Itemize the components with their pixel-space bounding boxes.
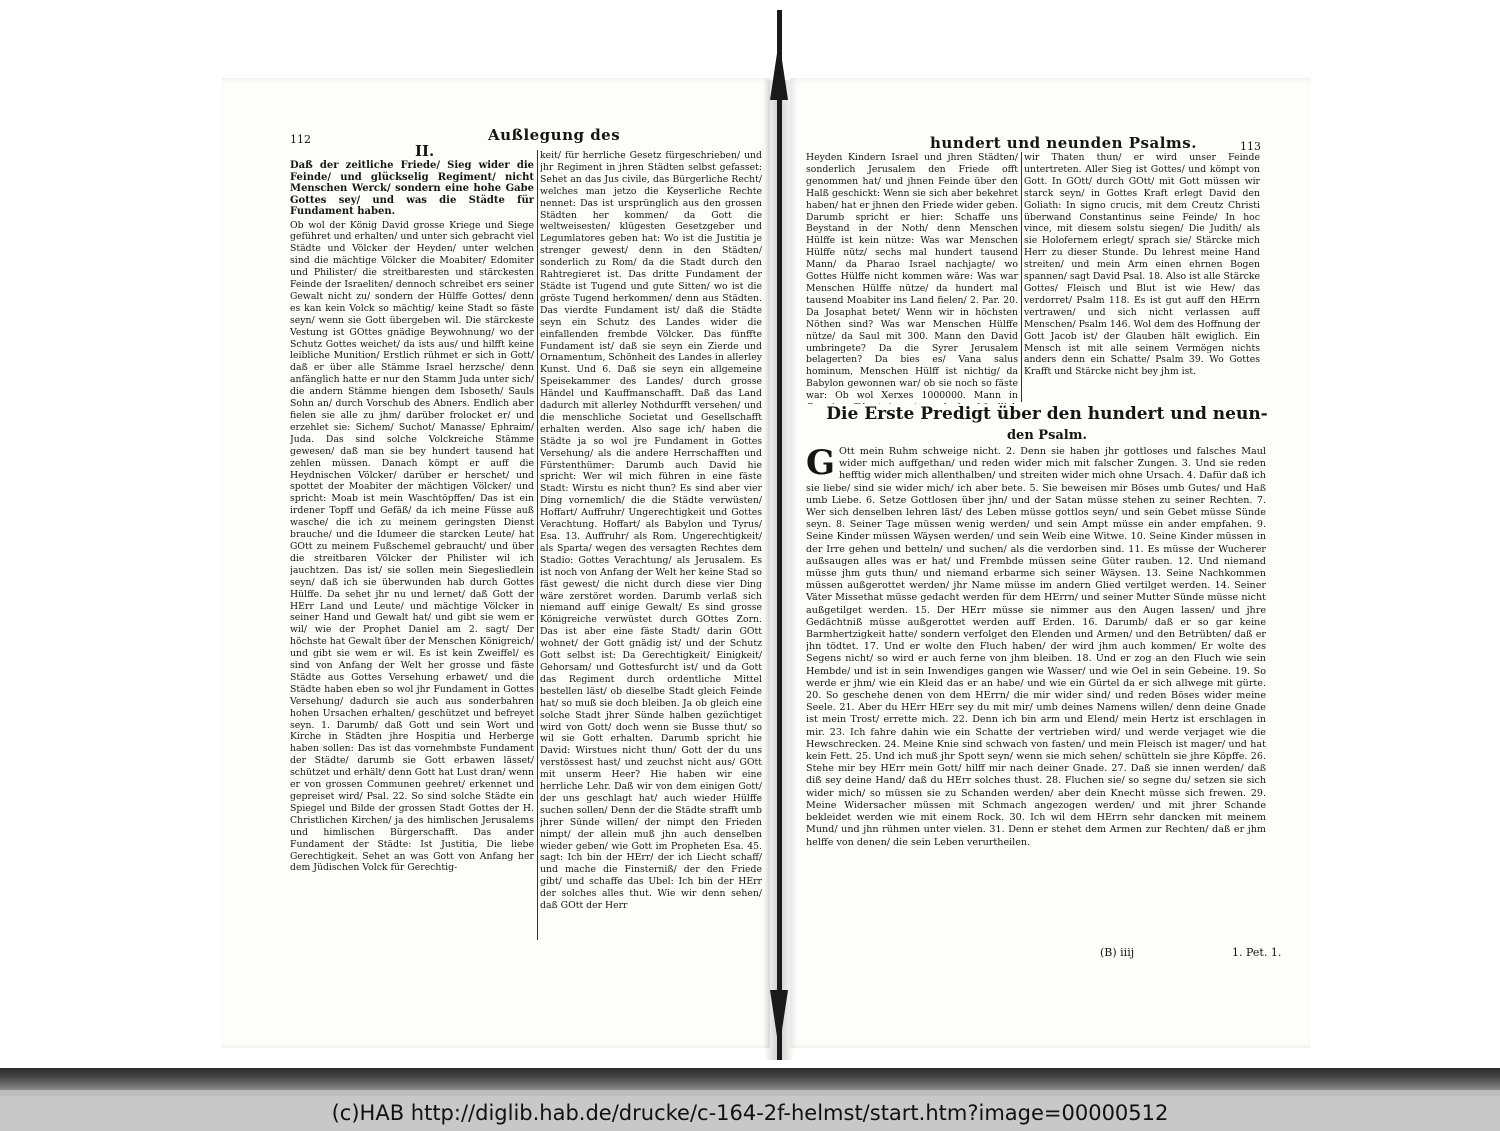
- column-rule-right: [1021, 152, 1022, 402]
- psalm-text-block: [806, 446, 1266, 940]
- right-column-1-text: Heyden Kindern Israel und jhren Städten/ sonderlich Jerusalem den Friede offt genommen hat/ und jhnen Feinde über den Halß geschickt: Wenn sie sich aber bekehret haben/ hat er jhnen den Friede wider geben. Darumb spricht er hier: Schaffe uns Beystand in der Noth/ denn Menschen Hülffe ist kein nütze: Was war Menschen Hülffe nütz/ sechs mal hundert tausend Mann/ da Pharao Israel nachjagte/ wo Gottes Hülffe nicht kommen wäre: Was war Menschen Hülffe nütze/ da hundert mal tausend Moabiter ins Land fielen/ 2. Par. 20. Da Josaphat betet/ Wenn wir in höchsten Nöthen sind? Was war Menschen Hülffe nütze/ da Saul mit 300. Mann den David umbringete? Da die Syrer Jerusalem belagerten? Da bies es/ Vana salus hominum, Menschen Hülff ist nichtig/ da Babylon gewonnen war/ ob sie noch so fäste war: Ob wol Xerxes 1000000. Mann in: [806, 152, 1018, 402]
- spine-clip-bottom: [770, 990, 788, 1050]
- signature-mark: (B) iiij: [1100, 946, 1135, 959]
- catchword: 1. Pet. 1.: [1232, 946, 1282, 959]
- spine-rod: [777, 10, 782, 1060]
- sermon-title-line-1: Die Erste Predigt über den hundert und neun-: [826, 404, 1268, 424]
- credit-bar: [0, 1096, 1500, 1131]
- left-column-1: [290, 160, 534, 944]
- left-column-2-text: keit/ für herrliche Gesetz fürgeschrieben/ und jhr Regiment in jhren Städten selbst gefasset: Sehet an das Jus civile, das Bürgerliche Recht/ welches man jetzo die Keyserliche Rechte nennet: Das ist ursprünglich aus den grossen Städten her kommen/ da Gott die weltweisesten/ klügesten Gesetzgeber und Legumlatores geben hat: Wo ist die Justitia je strenger gewest/ denn in den Städten/ sonderlich zu Rom/ da die Stadt durch den Rahtregieret ist. Das dritte Fundament der Städte ist Tugend und gute Sitten/ wo ist die gröste Tugend herkommen/ denn aus Städten. Das vierdte Fundament ist/ daß die Städte seyn ein Schutz des Landes wider die einfallenden frembde Völcker. Das fünffte Fundament ist/ daß sie seyn ein Zierde und Ornamentum, Schönheit des Landes in allerley Kunst. Und 6. Daß sie seyn ein allgemeine Speisekammer des Landes/ durch grosse Händel und Kauffmanschafft. Daß das Land dadurch mit allerley Nothdurfft versehen/ und die menschliche Societat und Gesellschafft erhalten werden. Also sage ich/ haben die Städte ja so wol jre Fundament in Gottes Versehung/ als die andere Herrschafften und Fürstenthümer: Darumb auch David hie spricht: Wer wil mich führen in eine fäste Stadt: Wirstu es nicht thun? Es sind aber vier Ding vornemlich/ die die Städte verwüsten/ Hoffart/ Auffruhr/ Ungerechtigkeit und Gottes Verachtung. Hoffart/ als Babylon und Tyrus/ Esa. 13. Auffruhr/ als Rom. Ungerechtigkeit/ als Sparta/ wegen des versagten Rechtes dem Stadio: Gottes Verachtung/ als Jerusalem. Es ist noch von Anfang der Welt her keine Stad so fäst gewest/ die nicht durch diese vier Ding wäre zerstöret worden. Darumb verlaß sich niemand auff einige Gewalt/ Es sind grosse Königreiche verwüstet durch GOttes Zorn. Das ist aber eine fäste Stadt/ darin GOtt wohnet/ der Gott gnädig ist/ und der Schutz Gott selbst ist: Da Gerechtigkeit/ Einigkeit/ Gehorsam/ und Gottesfurcht ist/ und da Gott das Regiment durch ordentliche Mittel bestellen läst/ ob dieselbe Stadt gleich Feinde hat/ so muß sie doch bleiben. Ja ob gleich eine solche Stadt jhrer Sünde halben gezüchtiget wird von Gott/ doch wenn sie Busse thut/ so wil sie Gott erhalten. Darumb spricht hie David: Wirstues nicht thun/ Gott der du uns verstössest hast/ und zeuchst nicht aus/ GOtt mit unserm Heer? Hie haben wir eine herrliche Lehr. Daß wir von dem einigen Gott/ der uns geschlagt hat/ auch wieder Hülffe suchen sollen/ Denn der die Städte strafft umb jhrer Sünde willen/ der nimpt den Frieden nimpt/ der allein muß jhn auch denselben wieder geben/ wie Gott im Propheten Esa. 45. sagt: Ich bin der HErr/ der ich Liecht schaff/ und mache die Finsterniß/ der den Friede gibt/ und schaffe das Ubel: Ich bin der HErr der solches alles thut. Wie wir denn sehen/ daß GOtt der Herr: [540, 150, 762, 912]
- section-heading: Daß der zeitliche Friede/ Sieg wider die Feinde/ und glückselig Regiment/ nicht Menschen Werck/ sondern eine hohe Gabe Gottes sey/ und was die Städte für Fundament haben.: [290, 160, 534, 217]
- sermon-title-continued: [812, 428, 1282, 443]
- chapter-mark: II.: [415, 142, 435, 160]
- right-column-1: [806, 152, 1018, 404]
- right-running-title: hundert und neunden Psalms.: [930, 134, 1197, 152]
- left-running-title: Außlegung des: [488, 126, 621, 144]
- psalm-text: Ott mein Ruhm schweige nicht. 2. Denn sie haben jhr gottloses und falsches Maul wider mich auffgethan/ und reden wider mich mit falscher Zungen. 3. Und sie reden hefftig wider mich allenthalben/ und streiten wider mich ohne Ursach. 4. Dafür daß ich sie liebe/ sind sie wider mich/ ich aber bete. 5. Sie beweisen mir Böses umb Gutes/ und Haß umb Liebe. 6. Setze Gottlosen über jhn/ und der Satan müsse stehen zu seiner Rechten. 7. Wer sich denselben lehren läst/ des Leben müsse gottlos seyn/ und sein Gebet müsse Sünde seyn. 8. Seiner Tage müssen wenig werden/ und sein Ampt müsse ein ander empfahen. 9. Seine Kinder müssen Wäysen werden/ und sein Weib eine Witwe. 10. Seine Kinder müssen in der Irre gehen und betteln/ und suchen/ als die verdorben sind. 11. Es müsse der Wucherer außsaugen alles was er hat/ und Frembde müssen seine Güter rauben. 12. Und niemand müsse jhm guts thun/ und niemand erbarme sich seiner Wäysen. 13. Seine Nachkommen müssen außgerottet werden/ jhr Name müsse im andern Glied vertilget werden. 14. Seiner Väter Missethat müsse gedacht werden für dem HErrn/ und seiner Mutter Sünde müsse nicht außgetilget werden. 15. Der HErr müsse sie nimmer aus den Augen lassen/ und jhre Gedächtniß müsse außgerottet werden auff Erden. 16. Darumb/ daß er so gar keine Barmhertzigkeit hatte/ sondern verfolget den Elenden und Armen/ und den Betrübten/ daß er jhn tödtet. 17. Und er wolte den Fluch haben/ der wird jhm auch kommen/ Er wolte des Segens nicht/ so wird er auch ferne von jhm bleiben. 18. Und er zog an den Fluch wie sein Hembde/ und ist in sein Inwendiges gangen wie Wasser/ und wie Oel in sein Gebeine. 19. So werde er jhm/ wie ein Kleid das er an habe/ und wie ein Gürtel da er sich allwege mit gürte. 20. So geschehe denen von dem HErrn/ die mir wider sind/ und reden Böses wider meine Seele. 21. Aber du HErr HErr sey du mit mir/ umb deines Namens willen/ denn deine Gnade ist mein Trost/ errette mich. 22. Denn ich bin arm und Elend/ mein Hertz ist erschlagen in mir. 23. Ich fahre dahin wie ein Schatte der vertrieben wird/ und werde verjaget wie die Hewschrecken. 24. Meine Knie sind schwach von fasten/ und mein Fleisch ist mager/ und hat kein Fett. 25. Und ich muß jhr Spott seyn/ wenn sie mich sehen/ schütteln sie jhre Köpffe. 26. Stehe mir bey HErr mein Gott/ hilff mir nach deiner Gnade. 27. Daß sie innen werden/ daß diß sey deine Hand/ daß du HErr solches thust. 28. Fluchen sie/ so segne du/ setzen sie sich wider mich/ so müssen sie zu Schanden werden/ aber dein Knecht müsse sich frewen. 29. Meine Widersacher müssen mit Schmach angezogen werden/ und mit jhrer Schande bekleidet werden wie mit einem Rock. 30. Ich wil dem HErrn sehr dancken mit meinem Mund/ und jhn rühmen unter vielen. 31. Denn er stehet dem Armen zur Rechten/ daß er jhm helffe von denen/ die sein Leben verurtheilen.: [806, 446, 1266, 848]
- left-column-1-text: Ob wol der König David grosse Kriege und Siege geführet und erhalten/ und unter sich gebracht viel Städte und Völcker der Heyden/ unter welchen sind die mächtige Völcker die Moabiter/ Edomiter und Philister/ die streitbaresten und stärckesten Feinde der Israeliten/ dennoch schreibet ers seiner Gewalt nicht zu/ sondern der Hülffe Gottes/ denn es kan kein Volck so mächtig/ keine Stadt so fäste seyn/ wenn sie Gott übergeben wil. Die stärckeste Vestung ist GOttes gnädige Beywohnung/ wo der Schutz Gottes weichet/ da ists aus/ und hilfft keine leibliche Munition/ Erstlich rühmet er sich in Gott/ daß er über alle Stämme Israel herzsche/ denn anfänglich hatte er nur den Stamm Juda unter sich/ die andern Stämme hiengen dem Isboseth/ Sauls Sohn an/ durch Vorschub des Abners. Endlich aber fielen sie alle zu jhm/ darüber frolocket er/ und erzehlet sie: Sichem/ Suchot/ Manasse/ Ephraim/ Juda. Das sind solche Volckreiche Stämme gewesen/ daß man sie bey hundert tausend hat zehlen müssen. Danach kömpt er auff die Heydnischen Völcker/ darüber er herschet/ und spottet der Moabiter der mächtigen Völcker/ und spricht: Moab ist mein Waschtöpffen/ Das ist ein irdener Topff und Gefäß/ da ich meine Füsse auß wasche/ die ich zu meinem geringsten Dienst brauche/ und die Idumeer die starcken Leute/ hat GOtt zu meinem Fußschemel gebraucht/ und über die streitbaren Völcker der Philister wil ich jauchtzen. Das ist/ sie sollen mein Siegesliedlein seyn/ daß ich sie überwunden hab durch Gottes Hülffe. Da sehet jhr nu und lernet/ daß Gott der HErr Land und Leute/ und mächtige Völcker in seiner Hand und Gewalt hat/ und gibt sie wem er wil/ wie der Prophet Daniel am 2. sagt/ Der höchste hat Gewalt über der Menschen Königreich/ und gibt sie wem er wil. Es ist kein Zweiffel/ es sind von Anfang der Welt her grosse und fäste Städte aus Gottes Versehung erbawet/ und die Städte haben eben so wol jhr Fundament in Gottes Versehung/ dadurch sie auch aus sonderbahren hohen Ursachen erhalten/ geschützet und befreyet seyn. 1. Darumb/ daß Gott und sein Wort und Kirche in Städten jhre Hospitia und Herberge haben sollen: Das ist das vornehmbste Fundament der Städte/ darumb sie Gott erbawen lässet/ schützet und erhält/ denn Gott hat Lust dran/ wenn er von grossen Communen geehret/ erkennet und gepreiset wird/ Psal. 22. So sind solche Städte ein Spiegel und Bilde der grossen Stadt Gottes der H. Christlichen Kirchen/ ja des himlischen Jerusalems und himlischen Bürgerschafft. Das ander Fundament der Städte: Ist Justitia, Die liebe Gerechtigkeit. Sehet an was Gott von Anfang her dem Jüdischen Volck für Gerechtig-: [290, 219, 534, 874]
- scan-bottom-edge: [0, 1068, 1500, 1090]
- drop-cap: G: [806, 446, 836, 483]
- sermon-title-line-2: den Psalm.: [1006, 428, 1088, 443]
- column-rule-left: [537, 150, 538, 940]
- left-page-number: 112: [290, 133, 311, 146]
- credit-text: (c)HAB http://diglib.hab.de/drucke/c-164-2f-helmst/start.htm?image=00000512: [331, 1101, 1169, 1125]
- spine-clip-top: [770, 40, 788, 100]
- right-page-number: 113: [1240, 140, 1261, 153]
- sermon-title: [812, 405, 1282, 424]
- right-column-2-text: wir Thaten thun/ er wird unser Feinde untertreten. Aller Sieg ist Gottes/ und kömpt von Gott. In GOtt/ durch GOtt/ mit Gott müssen wir starck seyn/ in Gottes Kraft erlegt David den Goliath: In signo crucis, mit dem Creutz Christi überwand Constantinus seine Feinde/ In hoc vince, mit diesem solstu siegen/ Die Judith/ als sie Holofernem erlegt/ sprach sie/ Stärcke mich Herr zu dieser Stunde. Du lehrest meine Hand streiten/ und mein Arm einen ehrnen Bogen spannen/ sagt David Psal. 18. Also ist alle Stärcke Gottes/ Fleisch und Blut ist wie Hew/ das verdorret/ Psalm 118. Es ist gut auff den HErrn vertrawen/ und sich nicht verlassen auff Menschen/ Psalm 146. Wol dem des Hoffnung der Gott Jacob ist/ der Glauben hält ewiglich. Ein Mensch ist mit alle seinem Vermögen nichts anders denn ein Schatte/ Psalm 39. Wo Gottes Krafft und Stärcke nicht bey jhm ist.: [1024, 152, 1260, 378]
- left-column-2: [540, 150, 762, 944]
- right-column-2: [1024, 152, 1260, 404]
